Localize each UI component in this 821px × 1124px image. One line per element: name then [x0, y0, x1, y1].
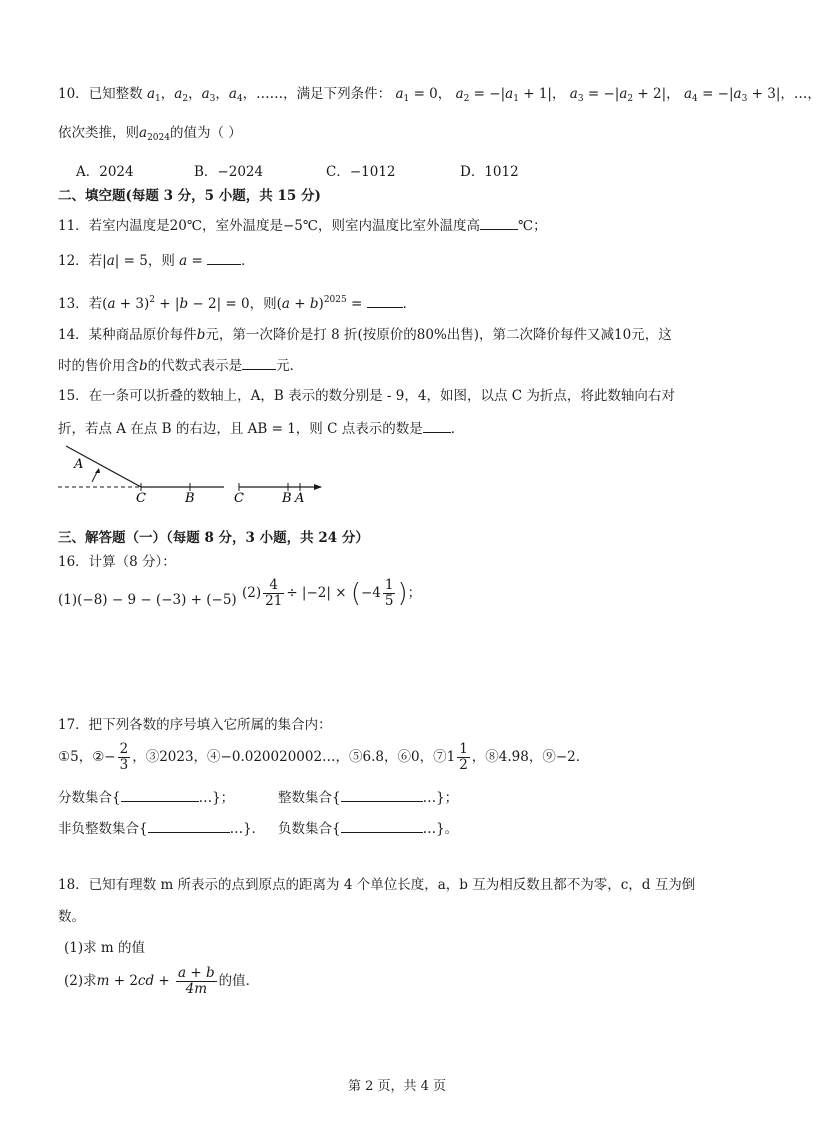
q10-line2: 依次类推，则$a_{2024}$的值为（ ）: [58, 125, 242, 143]
option-c: C．−1012: [326, 164, 396, 180]
negative-set: 负数集合{ …}。: [278, 818, 458, 839]
q16-title: 16．计算（8 分）：: [58, 554, 176, 570]
q10-line1: 10．已知整数 $a_1$，$a_2$，$a_3$，$a_4$，……，满足下列条件： $a_1 = 0$， $a_2 = -|a_1 + 1|$， $a_3 = -|a_2 + 2|$， $a_4 = -|a_3 + 3|$，…，: [58, 86, 821, 104]
fraction-set-blank: [121, 787, 199, 802]
label-b: B: [185, 491, 195, 506]
q17-title: 17．把下列各数的序号填入它所属的集合内：: [58, 717, 332, 733]
page-number: 第 2 页，共 4 页: [347, 1079, 447, 1094]
fraction-a-plus-b-over-4m: $\frac{a + b}{4m}$: [178, 965, 215, 997]
q13: 13．若$(a + 3)^2 + |b - 2| = 0$，则$(a + b)^{2025}$ = ．: [58, 295, 417, 312]
fraction-1-2: $\frac{1}{2}$: [459, 741, 468, 773]
q15-line2: 折，若点 A 在点 B 的右边，且 AB = 1，则 C 点表示的数是 ．: [58, 418, 464, 439]
label-a2: A: [295, 491, 305, 506]
fraction-set: 分数集合{ …}；: [58, 787, 234, 808]
non-negative-integer-set-blank: [148, 818, 230, 833]
q16-part1: (1)(−8) − 9 − (−3) + (−5): [58, 592, 237, 608]
q12-blank: [207, 250, 241, 265]
negative-set-blank: [341, 818, 423, 833]
q14-blank: [242, 355, 276, 370]
q15-blank: [423, 418, 451, 433]
label-b2: B: [282, 491, 292, 506]
q18-part1: (1)求 m 的值: [64, 940, 146, 956]
q11: 11．若室内温度是20℃，室外温度是−5℃，则室内温度比室外温度高 ℃；: [58, 215, 547, 236]
integer-set-blank: [341, 787, 423, 802]
label-a: A: [74, 457, 84, 472]
q12: 12．若|a| = 5，则 a = ．: [58, 250, 255, 271]
section3-title: 三、解答题（一）（每题 8 分，3 小题，共 24 分）: [58, 530, 369, 546]
q16-part2: (2) $\frac{4}{21}$ ÷ |−2| × (−4 $\frac{1}{5}$ )；: [242, 577, 422, 609]
q13-blank: [367, 293, 403, 308]
q15-line1: 15．在一条可以折叠的数轴上，A，B 表示的数分别是 - 9，4，如图，以点 C 为折点，将此数轴向右对: [58, 388, 675, 404]
option-b: B．−2024: [194, 164, 264, 180]
q14-line1: 14．某种商品原价每件b元，第一次降价是打 8 折(按原价的80%出售)，第二次降价每件又减10元，这: [58, 327, 672, 343]
fraction-1-5: $\frac{1}{5}$: [384, 577, 394, 609]
folded-number-line-diagram: [56, 440, 336, 506]
label-c2: C: [234, 491, 244, 506]
axis-arrow-icon: [314, 484, 322, 490]
option-a: A．2024: [76, 164, 134, 180]
section2-title: 二、填空题(每题 3 分，5 小题，共 15 分): [58, 188, 321, 204]
q14-line2: 时的售价用含b的代数式表示是 元．: [58, 355, 303, 376]
q18-line2: 数。: [58, 909, 85, 925]
fold-arrow-head-icon: [95, 468, 100, 473]
integer-set: 整数集合{ …}；: [278, 787, 458, 808]
fraction-4-21: $\frac{4}{21}$: [265, 577, 283, 609]
q17-items: ①5，②− $\frac{2}{3}$ ，③2023，④−0.020020002…，⑤6.8，⑥0，⑦1 $\frac{1}{2}$ ，⑧4.98，⑨−2．: [58, 741, 590, 773]
non-negative-integer-set: 非负整数集合{ …}．: [58, 818, 265, 839]
fraction-2-3: $\frac{2}{3}$: [119, 741, 129, 773]
q18-line1: 18．已知有理数 m 所表示的点到原点的距离为 4 个单位长度，a，b 互为相反数且都不为零，c，d 互为倒: [58, 877, 696, 893]
q11-blank: [480, 215, 518, 230]
label-c: C: [136, 491, 146, 506]
option-d: D．1012: [460, 164, 519, 180]
q18-part2: (2)求m + 2cd + $\frac{a + b}{4m}$ 的值．: [64, 965, 260, 997]
